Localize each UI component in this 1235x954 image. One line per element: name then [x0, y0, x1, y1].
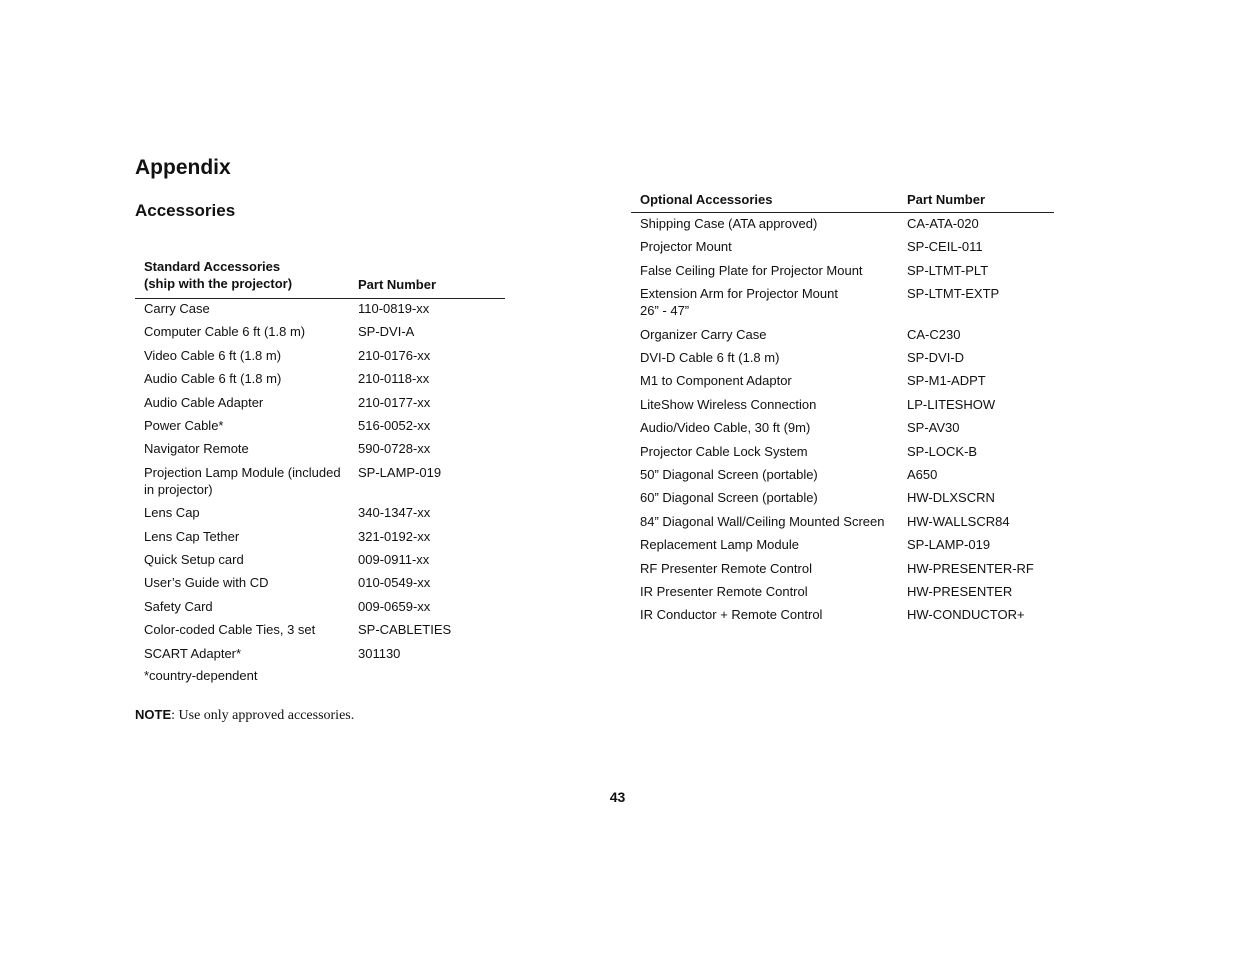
table-row [631, 285, 1054, 326]
accessory-name-line: DVI-D Cable 6 ft (1.8 m) [640, 350, 780, 366]
part-number: SP-CEIL-011 [907, 239, 983, 255]
accessory-name-line: Video Cable 6 ft (1.8 m) [144, 347, 282, 363]
part-number: SP-DVI-D [907, 350, 965, 366]
page-title: Appendix [135, 156, 231, 179]
table-row [631, 583, 1054, 606]
table-row [135, 621, 505, 644]
table-row [631, 215, 1054, 238]
accessory-name [640, 238, 900, 255]
table-row [631, 372, 1054, 395]
accessory-name-line: Extension Arm for Projector Mount [640, 286, 838, 302]
accessory-name [144, 440, 249, 457]
header-line-2: (ship with the projector) [144, 276, 293, 291]
accessory-name-line: Projector Mount [640, 239, 732, 255]
accessory-name [640, 560, 900, 577]
accessory-name [640, 606, 900, 623]
accessory-name-line: Audio/Video Cable, 30 ft (9m) [640, 420, 811, 436]
table-row [631, 349, 1054, 372]
table-row [631, 513, 1054, 536]
table-body [631, 215, 1054, 630]
table-row [135, 574, 505, 597]
accessory-name-line: Carry Case [144, 301, 210, 316]
part-number: 010-0549-xx [358, 575, 431, 591]
table-row [135, 504, 505, 527]
accessory-name-line: False Ceiling Plate for Projector Mount [640, 262, 863, 278]
part-number: SP-M1-ADPT [907, 373, 986, 389]
page-number: 43 [609, 789, 626, 805]
table-row [135, 300, 505, 323]
accessory-name-line: Lens Cap Tether [144, 528, 240, 544]
table-row [631, 396, 1054, 419]
accessory-name [640, 372, 900, 389]
accessory-name [640, 215, 900, 232]
accessory-name-line: 26” - 47” [640, 303, 690, 319]
accessory-name [144, 417, 224, 434]
part-number: HW-DLXSCRN [907, 490, 995, 506]
table-row [631, 560, 1054, 583]
part-number: SP-LAMP-019 [358, 464, 442, 480]
accessory-name-line: 84” Diagonal Wall/Ceiling Mounted Screen [640, 513, 885, 529]
accessory-name-line: 60” Diagonal Screen (portable) [640, 490, 818, 506]
footnote: *country-dependent [144, 668, 258, 683]
table-header [631, 190, 1054, 213]
part-number: 110-0819-xx [358, 301, 430, 316]
standard-accessories-table [135, 256, 505, 668]
part-number: 516-0052-xx [358, 417, 431, 433]
accessory-name-line: Organizer Carry Case [640, 326, 767, 342]
table-row [135, 551, 505, 574]
accessory-name [144, 347, 281, 364]
accessory-name [144, 504, 200, 521]
accessory-name [144, 645, 241, 662]
table-row [631, 443, 1054, 466]
section-title: Accessories [135, 201, 236, 220]
accessory-name-line: Audio Cable 6 ft (1.8 m) [144, 371, 282, 387]
accessory-name [640, 583, 900, 600]
accessory-name-line: M1 to Component Adaptor [640, 373, 792, 389]
table-row [631, 419, 1054, 442]
accessory-name [640, 489, 900, 506]
accessory-name [144, 323, 305, 340]
table-row [135, 528, 505, 551]
header-part-number: Part Number [358, 277, 437, 292]
accessory-name-line: 50” Diagonal Screen (portable) [640, 467, 818, 483]
table-row [135, 323, 505, 346]
header-standard-accessories [144, 258, 292, 292]
accessory-name [144, 528, 239, 545]
part-number: LP-LITESHOW [907, 396, 996, 412]
header-optional-accessories: Optional Accessories [640, 192, 773, 207]
accessory-name-line: Projector Cable Lock System [640, 443, 808, 459]
part-number: CA-C230 [907, 326, 961, 342]
table-row [631, 536, 1054, 559]
note [135, 707, 354, 724]
table-row [135, 464, 505, 505]
table-body [135, 300, 505, 668]
table-row [631, 326, 1054, 349]
part-number: CA-ATA-020 [907, 216, 979, 231]
table-row [135, 440, 505, 463]
note-label: NOTE [135, 707, 172, 722]
accessory-name [640, 262, 900, 279]
accessory-name-line: in projector) [144, 481, 213, 497]
accessory-name-line: Navigator Remote [144, 441, 249, 457]
accessory-name-line: Lens Cap [144, 505, 200, 521]
accessory-name [144, 621, 315, 638]
accessory-name-line: IR Conductor + Remote Control [640, 607, 823, 623]
part-number: 321-0192-xx [358, 528, 431, 544]
accessory-name-line: Shipping Case (ATA approved) [640, 216, 818, 231]
table-row [135, 394, 505, 417]
accessory-name [144, 598, 213, 615]
accessory-name [640, 419, 900, 436]
table-row [135, 370, 505, 393]
table-row [135, 645, 505, 668]
part-number: 590-0728-xx [358, 441, 431, 457]
accessory-name [144, 394, 263, 411]
table-row [631, 262, 1054, 285]
part-number: SP-LOCK-B [907, 443, 978, 459]
accessory-name-line: SCART Adapter* [144, 645, 242, 661]
part-number: A650 [907, 467, 938, 483]
accessory-name-line: Quick Setup card [144, 552, 244, 568]
part-number: 009-0911-xx [358, 552, 430, 568]
accessory-name [640, 536, 900, 553]
accessory-name [144, 574, 269, 591]
part-number: HW-WALLSCR84 [907, 513, 1010, 529]
accessory-name-line: Replacement Lamp Module [640, 537, 799, 553]
accessory-name [144, 370, 281, 387]
accessory-name-line: Projection Lamp Module (included [144, 464, 341, 480]
accessory-name-line: IR Presenter Remote Control [640, 583, 808, 599]
accessory-name [144, 300, 210, 317]
accessory-name-line: Computer Cable 6 ft (1.8 m) [144, 324, 306, 340]
note-text: : Use only approved accessories. [171, 708, 355, 723]
accessory-name-line: Audio Cable Adapter [144, 394, 264, 410]
part-number: 210-0118-xx [358, 371, 430, 387]
table-row [135, 417, 505, 440]
accessory-name [640, 326, 900, 343]
accessory-name-line: LiteShow Wireless Connection [640, 396, 817, 412]
accessory-name-line: Color-coded Cable Ties, 3 set [144, 622, 316, 638]
table-row [631, 238, 1054, 261]
part-number: HW-CONDUCTOR+ [907, 607, 1025, 623]
accessory-name-line: Safety Card [144, 598, 213, 614]
accessory-name-line: Power Cable* [144, 417, 224, 433]
accessory-name [144, 551, 244, 568]
header-line-1: Standard Accessories [144, 259, 281, 274]
part-number: SP-CABLETIES [358, 622, 452, 638]
part-number: HW-PRESENTER-RF [907, 560, 1034, 576]
header-part-number: Part Number [907, 192, 986, 207]
part-number: SP-LAMP-019 [907, 537, 991, 553]
accessory-name [640, 466, 900, 483]
part-number: 210-0176-xx [358, 347, 431, 363]
part-number: 301130 [358, 645, 401, 661]
table-row [135, 347, 505, 370]
accessory-name-line: User’s Guide with CD [144, 575, 269, 591]
part-number: HW-PRESENTER [907, 583, 1013, 599]
table-row [631, 466, 1054, 489]
accessory-name-line: RF Presenter Remote Control [640, 560, 812, 576]
table-row [631, 489, 1054, 512]
part-number: 009-0659-xx [358, 598, 431, 614]
part-number: SP-AV30 [907, 420, 960, 436]
accessory-name [640, 513, 900, 530]
table-row [631, 606, 1054, 629]
part-number: SP-DVI-A [358, 324, 415, 340]
part-number: SP-LTMT-EXTP [907, 286, 1000, 302]
part-number: 340-1347-xx [358, 505, 431, 521]
accessory-name [640, 443, 900, 460]
part-number: SP-LTMT-PLT [907, 262, 989, 278]
table-row [135, 598, 505, 621]
accessory-name [640, 349, 900, 366]
optional-accessories-table [631, 190, 1054, 630]
accessory-name [640, 396, 900, 413]
part-number: 210-0177-xx [358, 394, 431, 410]
table-header [135, 256, 505, 299]
accessory-name [144, 464, 341, 498]
accessory-name [640, 285, 900, 319]
